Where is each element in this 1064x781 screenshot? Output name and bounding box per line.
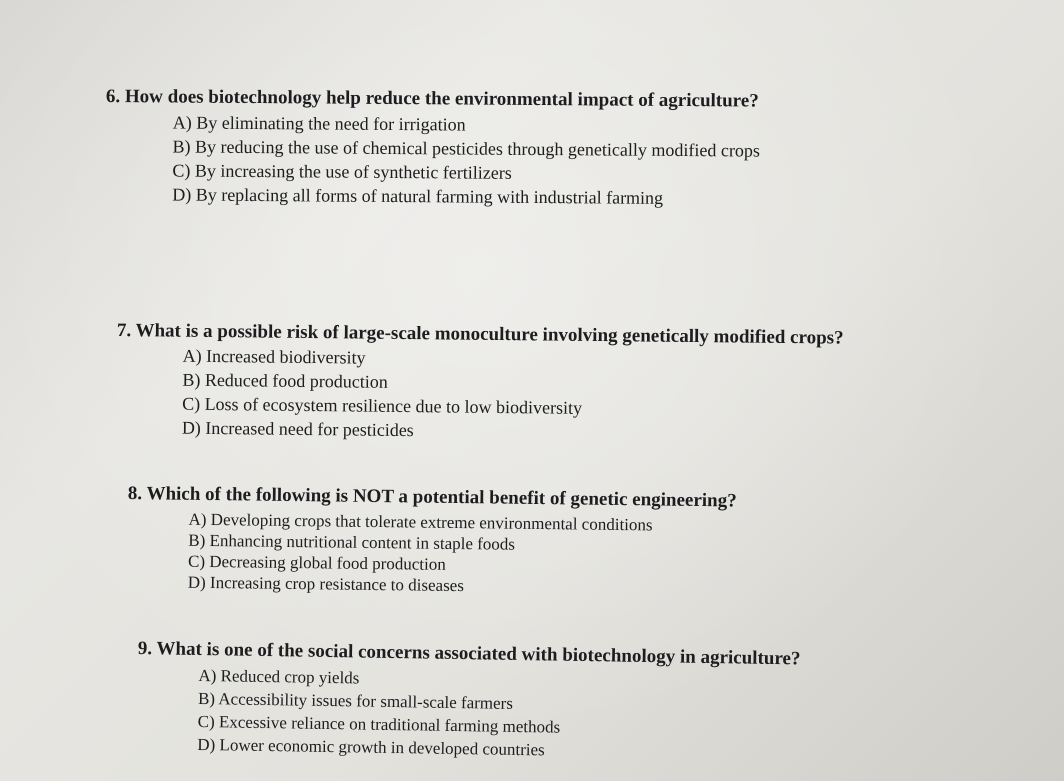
option-c: C) Loss of ecosystem resilience due to low biodiversity [182,393,583,418]
option-a: A) Increased biodiversity [182,345,366,368]
question-7-title: 7. What is a possible risk of large-scale monoculture involving genetically modified crops? [116,320,844,349]
question-6-title: 6. How does biotechnology help reduce the environmental impact of agriculture? [105,86,759,112]
question-8 [127,483,737,599]
question-7-options [182,344,844,447]
question-6 [105,86,760,211]
question-9-title: 9. What is one of the social concerns associated with biotechnology in agriculture? [137,638,801,670]
option-c: C) By increasing the use of synthetic fertilizers [172,160,512,183]
option-a: A) Reduced crop yields [198,665,360,688]
option-d: D) By replacing all forms of natural farming with industrial farming [172,184,664,208]
option-b: B) Reduced food production [182,369,388,392]
question-7 [116,320,844,447]
question-8-options [188,509,737,600]
option-b: B) By reducing the use of chemical pesticides through genetically modified crops [172,136,760,161]
option-d: D) Increasing crop resistance to diseases [187,572,465,596]
option-d: D) Increased need for pesticides [181,417,414,441]
option-a: A) Developing crops that tolerate extreme environmental conditions [188,509,653,535]
option-b: B) Accessibility issues for small-scale farmers [197,688,514,713]
question-9-options [197,664,800,765]
option-d: D) Lower economic growth in developed countries [197,734,545,760]
question-9 [136,638,800,765]
question-8-title: 8. Which of the following is NOT a potential benefit of genetic engineering? [127,483,737,512]
option-c: C) Decreasing global food production [187,551,446,574]
option-a: A) By eliminating the need for irrigation [172,112,466,135]
question-6-options [172,110,760,210]
option-b: B) Enhancing nutritional content in staple foods [188,530,516,554]
option-c: C) Excessive reliance on traditional farming methods [197,711,561,737]
